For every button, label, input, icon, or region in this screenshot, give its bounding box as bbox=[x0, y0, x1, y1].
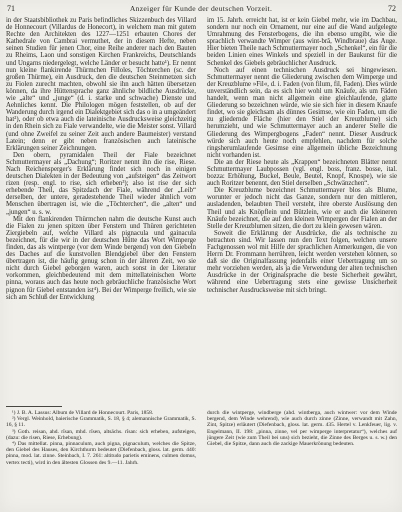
body-paragraph: Soweit die Erklärung der Ausdrücke, die als technische zu betrachten sind. Wir lassen nun den Text folgen, welchen unsere Fachgenossen wol mit Hilfe der sprachlichen Anmerkungen, die von Herrn Dr. Frommann herrühren, leicht werden verstehen können, so daß sie die Originalfassung jedenfalls einer Uebertragung um so mehr vorziehen werden, als ja die Verwendung der alten technischen Ausdrücke in der Originalsprache die beste Sicherheit gewährt, während eine Uebertragung stets eine gewisse Unsicherheit technischer Ausdrucksweise mit sich bringt. bbox=[207, 229, 397, 294]
footnote-rule bbox=[6, 406, 62, 407]
footnote: ¹) J. B. A. Lassus: Album de Villard de Honnecourt. Paris, 1858. bbox=[12, 410, 154, 416]
body-paragraph: Die Kreuzblume bezeichnet Schmuttermayer blos als Blume, worunter er jedoch nicht das Ganze, sondern nur den mittleren, ausladenden, belaubten Theil versteht, ihre oberste Auslösung den Theil und als Knöpflein und Bützlein, wie er auch die kleineren Knäufe bezeichnet, die auf den kleinen Wimpergen der Fialen an der Stelle der Kreuzblumen sitzen, die dort zu klein gewesen wären. bbox=[207, 187, 397, 230]
footnote: ⁴) Das mittellat. pinna, pinnaculum, auch pigna, pignaculum, welches die Spitze, den Giebel des Hauses, den Kirchthurm bedeutet (Diefenbach, gloss. lat. germ. 440: pinna, mod. lat. zinne. Steinbach, I. 7. 261: altitudo parietis eminens, culmen domus, vertex tecti), wird in den ältesten Glossen des 9.—11. Jahrh. bbox=[6, 441, 196, 466]
footnote: ²) Vergl. Weinhold, baierische Grammatik, S. 18, § 4; alemannische Grammatik, S. 16, § 11. bbox=[6, 416, 196, 429]
footnote: ³) Goth. reisan, ahd. rîsan, mhd. rîsen, altsächs. rîsan: sich erheben, aufsteigen, (dazu: die risen, Riese, Erhebung). bbox=[6, 428, 196, 441]
journal-title: Anzeiger für Kunde der deutschen Vorzeit. bbox=[129, 4, 273, 13]
footnotes-right bbox=[207, 406, 397, 508]
body-paragraph: Noch auf einen technischen Ausdruck sei hingewiesen. Schmuttermayer nennt die Gliederung zwischen dem Wimperge und der Kreuzblume »Fil«, d. i. Faden (von filum, fil, Faden). Dies würde unverständlich sein, da es sich hier wohl um Knäufe, als um Fäden handelt, wenn man nicht allgemein eine gleichlaufende, glatte Gliederung so bezeichnen würde, wie sie sich hier in diesem Knaufe findet, wo sie gleichsam als dünnes Gesimse, wie ein Faden, um die zu gliedernde Fläche (hier den Stiel der Kreuzblume) sich herumzieht, und wie Schmuttermayer auch an anderer Stelle die Gliederung des Wimpergbogens „Faden“ nennt. Dieser Ausdruck würde sich auch heute noch empfehlen, nachdem für solche ringsherumlaufende Gesimse eine allgemein übliche Bezeichnung nicht vorhanden ist. bbox=[207, 66, 397, 159]
footnote-continuation: durch die wintperge, windberge (ahd. wintberga, auch wintwer: vor dem Winde bergend, dem Winde wehrend), wie auch durch zinne (Zinne, verwandt mit Zahn, Zint, Spitze) erläutert (Diefenbach, gloss. lat. germ. 435. Hertel v. Lenkfeuer, lig. v. Engelmann, II. 198: „pinna, zinne, vel per wimperge interpretatur“), welches auf jüngere Zeit (wie zum Theil bei uns) sich bezieht, die Zinne des Berges u. s. w.) den Giebel, die Spitze, dann auch die zackige Mauerkrönung bedeuten. bbox=[207, 410, 397, 448]
text-column-right bbox=[207, 17, 397, 403]
body-paragraph: in der Staatsbibliothek zu Paris befindliches Skizzenbuch des Villard de Honnecourt (Villardus de Honecort), in welchem man mit gutem Rechte den Architekten des 1227—1251 erbauten Chores der Kathedrale von Cambrai vermuthet, der in diesem Hefte, neben seinen Studien für jenen Chor, eine Reihe anderer nach den Bauten zu Rheims, Laon und sonstigen Kirchen Frankreichs, Deutschlands und Ungarns niedergelegt, welche Länder er besucht hatte¹). Er nennt nun kleine flankirende Thürmchen Filloles, Töchterchen (sc. der großen Thürme), ein Ausdruck, den die deutschen Steinmetzen sich zu Fiolen zurecht machten, obwohl sie ihn auch hätten übersetzen können, da ihre Hüttensprache ganz ähnliche bildliche Ausdrücke, wie „alte“ und „junge“ (d. i. starke und schwache) Dienste und Aehnliches kennt. Die Philologen mögen feststellen, ob auf der Wanderung durch irgend ein Dialektgebiet sich das o in a umgeändert hat²), oder ob etwa auch die lateinische Ausdrucksweise gleichzeitig in den Rhein sich zu Fiale verwandelte, wie die Meister sonst. Villard (und ohne Zweifel zu seiner Zeit auch andere Baumeister) verstand Latein; denn er gibt neben französischen auch lateinische Erklärungen seiner Zeichnungen. bbox=[6, 17, 196, 152]
body-paragraph: Die an der Riese heute als „Krappen“ bezeichneten Blätter nennt Schmuttermayer Laubpossen (vgl. engl. boss, franz. bosse, ital. bozza: Erhöhung, Buckel, Beule, Beutel, Knopf, Knospe), wie sie auch Roritzer benennt, den Stiel derselben „Schwänzchen“. bbox=[207, 158, 397, 188]
column-number-right: 72 bbox=[388, 4, 396, 13]
body-paragraph: Mit den flankirenden Thürmchen nahm die deutsche Kunst auch die Fialen zu jenen spitzen über Fenstern und Thüren gerichteten Ziergiebeln auf, welche Villard als pignacula und gainacula bezeichnet, für die wir in der deutschen Hütte das Wort Wimperge finden, das als wintperge (vor dem Winde bergend) von den Giebeln des Daches auf die kunstvollen Blendgiebel über den Fenstern übertragen ist, die häufig genug schon in der älteren Zeit, wo sie nicht durch Giebel geborgen waren, auch sonst in der Literatur vorkommen, gleichbedeutend mit dem mittellateinischen Worte pinna, woraus auch das heute noch gebräuchliche französische Wort pignon für Giebel entstanden ist⁴). Bei der Wimperge freilich, wie sie sich am Schluß der Entwicklung bbox=[6, 215, 196, 301]
footnotes-left bbox=[6, 406, 196, 508]
body-paragraph: im 15. Jahrh. erreicht hat, ist er kein Giebel mehr, wie im Dachbau, sondern nur noch ein Ornament, nur eine auf die Wand aufgelegte Umrahmung des Fensterbogens, die ihn ebenso umgibt, wie die sprachlich verwandte Wimper (aus wint-brâ, Windbraue) das Auge. Hier bieten Theile nach Schmuttermayer noch „Schenkel“, ein für die beiden Linien eines Winkels und speziell in der Baukunst für die Schenkel des Giebels gebräuchlicher Ausdruck. bbox=[207, 17, 397, 67]
running-header bbox=[0, 3, 402, 14]
column-number-left: 71 bbox=[7, 4, 15, 13]
text-column-left bbox=[6, 17, 196, 403]
body-paragraph: Den obern, pyramidalen Theil der Fiale bezeichnet Schmuttermayer als „Dachung“; Roritzer nennt ihn die rise, Riese. Nach Reichensperger's Erklärung findet sich noch in einigen deutschen Dialekten in der Bedeutung von „aufsteigen“ das Zeitwort rizen (resp. engl. to rise, sich erheben³); also ist rise der sich erhebende Theil, das Spitzdach der Fiale, während der „Leib“ derselben, der untere, geradestehende Theil wieder ähnlich vom Menschen übertragen ist, wie die „Töchterchen“, die „alten“ und „jungen“ u. s. w. bbox=[6, 151, 196, 216]
